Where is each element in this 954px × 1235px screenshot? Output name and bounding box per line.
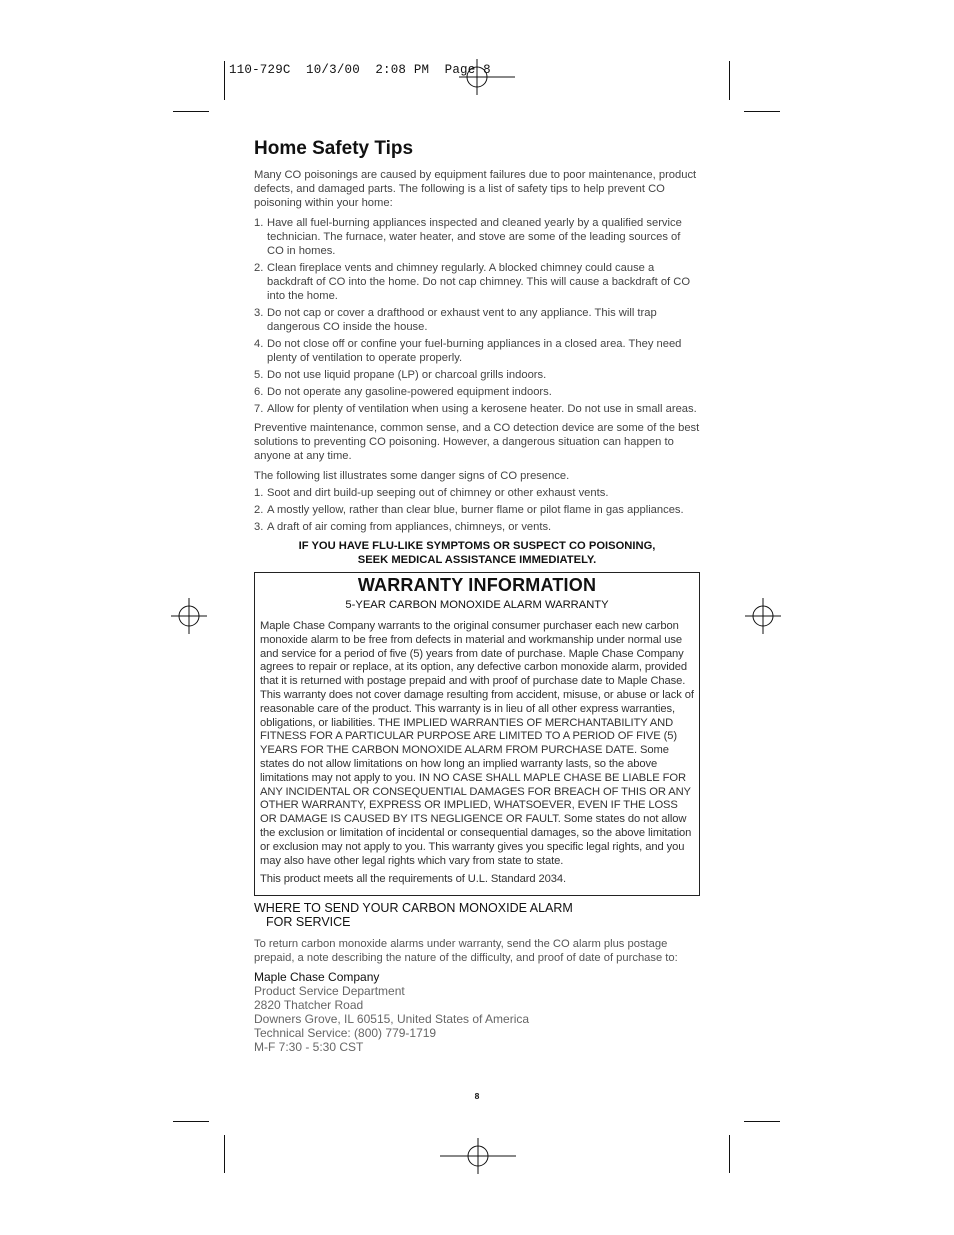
safety-intro: Many CO poisonings are caused by equipment failures due to poor maintenance, product defects, and damaged parts. The following is a list of safety tips to help prevent CO poisoning within your home: xyxy=(254,169,697,209)
medical-warning: IF YOU HAVE FLU-LIKE SYMPTOMS OR SUSPECT CO POISONING, SEEK MEDICAL ASSISTANCE IMMEDIATELY. xyxy=(298,540,656,566)
crop-mark-top-left-vertical xyxy=(224,61,225,100)
service-instructions: To return carbon monoxide alarms under warranty, send the CO alarm plus postage prepaid, a note describing the nature of the difficulty, and proof of date of purchase to: xyxy=(254,938,678,965)
service-heading: WHERE TO SEND YOUR CARBON MONOXIDE ALARM FOR SERVICE xyxy=(254,901,573,930)
danger-signs-intro: The following list illustrates some danger signs of CO presence. xyxy=(254,470,570,482)
list-item: 6. Do not operate any gasoline-powered equipment indoors. xyxy=(254,386,552,398)
street-address: 2820 Thatcher Road xyxy=(254,998,364,1013)
crop-mark-top-left-horizontal xyxy=(173,111,209,112)
department-name: Product Service Department xyxy=(254,984,405,999)
city-address: Downers Grove, IL 60515, United States of America xyxy=(254,1012,530,1027)
list-item: 7. Allow for plenty of ventilation when using a kerosene heater. Do not use in small areas. xyxy=(254,403,697,415)
danger-signs-list xyxy=(254,486,700,534)
list-item: 4. Do not close off or confine your fuel-burning appliances in a closed area. They need plenty of ventilation to operate properly. xyxy=(254,338,682,364)
crop-mark-bottom-right-vertical xyxy=(729,1135,730,1173)
list-item: 1. Soot and dirt build-up seeping out of chimney or other exhaust vents. xyxy=(254,487,609,499)
service-address xyxy=(254,970,700,1054)
warranty-box xyxy=(254,572,700,896)
crop-mark-bottom-left-vertical xyxy=(224,1135,225,1173)
list-item: 3. Do not cap or cover a drafthood or exhaust vent to any appliance. This will trap dangerous CO inside the house. xyxy=(254,307,657,333)
safety-tips-list xyxy=(254,216,700,416)
registration-mark-right-icon xyxy=(745,598,781,634)
list-item: 5. Do not use liquid propane (LP) or charcoal grills indoors. xyxy=(254,369,547,381)
registration-mark-left-icon xyxy=(171,598,207,634)
list-item: 3. A draft of air coming from appliances, chimneys, or vents. xyxy=(254,521,552,533)
crop-mark-top-right-horizontal xyxy=(744,111,780,112)
warranty-subtitle: 5-YEAR CARBON MONOXIDE ALARM WARRANTY xyxy=(345,599,609,611)
crop-mark-bottom-right-horizontal xyxy=(744,1121,780,1122)
crop-mark-top-right-vertical xyxy=(729,61,730,100)
home-safety-title: Home Safety Tips xyxy=(254,138,414,159)
preventive-paragraph: Preventive maintenance, common sense, and a CO detection device are some of the best solutions to preventing CO poisoning. However, a dangerous situation can happen to anyone at any time. xyxy=(254,422,700,462)
crop-mark-bottom-left-horizontal xyxy=(173,1121,209,1122)
list-item: 1. Have all fuel-burning appliances inspected and cleaned yearly by a qualified service technician. The furnace, water heater, and stove are some of the leading sources of CO in homes. xyxy=(254,217,682,257)
company-name: Maple Chase Company xyxy=(254,970,380,985)
list-item: 2. A mostly yellow, rather than clear blue, burner flame or pilot flame in gas appliances. xyxy=(254,504,684,516)
page-number: 8 xyxy=(474,1091,480,1101)
ul-standard-note: This product meets all the requirements of U.L. Standard 2034. xyxy=(260,873,566,886)
warranty-body: Maple Chase Company warrants to the original consumer purchaser each new carbon monoxide alarm to be free from defects in material and workmanship under normal use and service for a period of five (5) years from date of purchase. Maple Chase Company agrees to repair or replace, at its option, any defective carbon monoxide alarm, provided that it is returned with postage prepaid and with proof of purchase date to Maple Chase. This warranty does not cover damage resulting from accident, misuse, or abuse or lack of reasonable care of the product. This warranty is in lieu of all other express warranties, obligations, or liabilities. THE IMPLIED WARRANTIES OF MERCHANTABILITY AND FITNESS FOR A PARTICULAR PURPOSE ARE LIMITED TO A PERIOD OF FIVE (5) YEARS FOR THE CARBON MONOXIDE ALARM FROM PURCHASE DATE. Some states do not allow limitations on how long an implied warranty lasts, so the above limitations may not apply to you. IN NO CASE SHALL MAPLE CHASE BE LIABLE FOR ANY INCIDENTAL OR CONSEQUENTIAL DAMAGES FOR BREACH OF THIS OR ANY OTHER WARRANTY, EXPRESS OR IMPLIED, WHATSOEVER, EVEN IF THE LOSS OR DAMAGE IS CAUSED BY ITS NEGLIGENCE OR FAULT. Some states do not allow the exclusion or limitation of incidental or consequential damages, so the above limitation or exclusion may not apply to you. This warranty gives you specific legal rights, and you may also have other legal rights which vary from state to state. xyxy=(260,620,694,867)
list-item: 2. Clean fireplace vents and chimney regularly. A blocked chimney could cause a backdraft of CO into the home. Do not cap chimney. This will cause a backdraft of CO into the home. xyxy=(254,262,691,302)
technical-service-phone: Technical Service: (800) 779-1719 xyxy=(254,1026,437,1041)
service-hours: M-F 7:30 - 5:30 CST xyxy=(254,1040,364,1055)
registration-mark-top-icon xyxy=(459,59,515,95)
page-content xyxy=(254,138,700,1054)
registration-mark-bottom-icon xyxy=(440,1138,516,1174)
printer-slug: 110-729C 10/3/00 2:08 PM Page 8 xyxy=(229,63,491,77)
warranty-title: WARRANTY INFORMATION xyxy=(357,575,597,595)
